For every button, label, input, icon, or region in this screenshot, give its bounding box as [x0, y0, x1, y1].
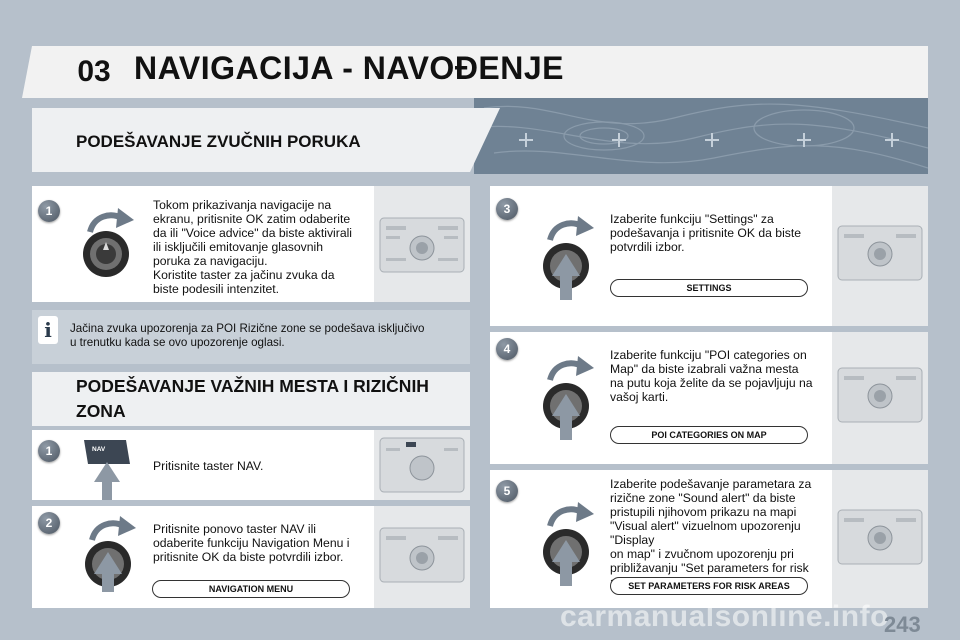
menu-label-pill: POI CATEGORIES ON MAP	[610, 426, 808, 444]
section-title-sound-box	[32, 108, 470, 172]
step-text	[610, 477, 828, 589]
info-icon: i	[38, 316, 58, 344]
text-line: poruka za navigaciju.	[153, 254, 268, 268]
knob-rotate-icon	[540, 498, 600, 593]
radio-unit-illustration	[374, 430, 470, 500]
nav-button-label: NAV	[92, 446, 106, 453]
text-line: pristupili njihovom prikazu na mapi	[610, 505, 797, 519]
chapter-number: 03	[77, 55, 111, 88]
info-line: u trenutku kada se ovo upozorenje oglasi.	[70, 336, 285, 349]
text-line: biste podesili intenzitet.	[153, 282, 280, 296]
radio-unit-illustration	[832, 332, 928, 464]
text-line: Izaberite funkciju "POI categories on	[610, 348, 807, 362]
text-line: da ili "Voice advice" da biste aktivirali	[153, 226, 353, 240]
topographic-map-decoration	[474, 98, 928, 174]
step-badge: 3	[496, 198, 518, 220]
header-corner-notch	[22, 46, 64, 98]
text-line: na putu koja želite da se pojavljuju na	[610, 376, 813, 390]
step-text	[610, 348, 824, 404]
knob-rotate-icon	[540, 212, 600, 307]
text-line: Koristite taster za jačinu zvuka da	[153, 268, 335, 282]
text-line: Izaberite funkciju "Settings" za	[610, 212, 774, 226]
knob-rotate-icon	[540, 352, 600, 447]
section-title-sound: PODEŠAVANJE ZVUČNIH PORUKA	[76, 132, 361, 151]
knob-rotate-icon	[82, 512, 142, 597]
nav-button-press-icon	[82, 438, 132, 505]
text-line: vašoj karti.	[610, 390, 669, 404]
radio-unit-illustration	[832, 186, 928, 326]
page-number: 243	[884, 612, 921, 637]
text-line: približavanju "Set parameters for risk	[610, 561, 809, 575]
step-text	[610, 212, 824, 254]
step-badge: 4	[496, 338, 518, 360]
step-badge: 1	[38, 440, 60, 462]
step-badge: 1	[38, 200, 60, 222]
radio-unit-illustration	[832, 470, 928, 608]
text-line: ili isključili emitovanje glasovnih	[153, 240, 324, 254]
step-badge: 5	[496, 480, 518, 502]
text-line: Tokom prikazivanja navigacije na	[153, 198, 332, 212]
text-line: ekranu, pritisnite OK zatim odaberite	[153, 212, 351, 226]
section-title-slant	[470, 108, 500, 172]
text-line: podešavanja i pritisnite OK da biste	[610, 226, 802, 240]
step-text: Pritisnite taster NAV.	[153, 459, 264, 473]
step-badge: 2	[38, 512, 60, 534]
text-line: Map" da biste izabrali važna mesta	[610, 362, 799, 376]
text-line: pritisnite OK da biste potvrdili izbor.	[153, 550, 344, 564]
watermark: carmanualsonline.info	[560, 600, 889, 633]
text-line: Pritisnite ponovo taster NAV ili	[153, 522, 317, 536]
text-line: potvrdili izbor.	[610, 240, 685, 254]
text-line: rizične zone "Sound alert" da biste	[610, 491, 796, 505]
radio-unit-illustration	[374, 506, 470, 608]
step-text	[153, 522, 373, 564]
section-title-poi-box	[32, 372, 470, 426]
step-text	[153, 198, 373, 296]
menu-label-pill: SETTINGS	[610, 279, 808, 297]
section-title-poi-line1: PODEŠAVANJE VAŽNIH MESTA I RIZIČNIH	[76, 376, 429, 396]
info-line: Jačina zvuka upozorenja za POI Rizične zone se podešava isključivo	[70, 322, 425, 335]
text-line: odaberite funkciju Navigation Menu i	[153, 536, 350, 550]
menu-label-pill: SET PARAMETERS FOR RISK AREAS	[610, 577, 808, 595]
page-title: NAVIGACIJA - NAVOĐENJE	[134, 50, 565, 86]
text-line: Izaberite podešavanje parametara za	[610, 477, 812, 491]
text-line: on map" i zvučnom upozorenju pri	[610, 547, 794, 561]
radio-unit-illustration	[374, 186, 470, 302]
knob-rotate-icon	[80, 204, 140, 289]
menu-label-pill: NAVIGATION MENU	[152, 580, 350, 598]
section-title-poi-line2: ZONA	[76, 401, 126, 421]
text-line: "Visual alert" vizuelnom upozorenju "Display	[610, 519, 801, 547]
